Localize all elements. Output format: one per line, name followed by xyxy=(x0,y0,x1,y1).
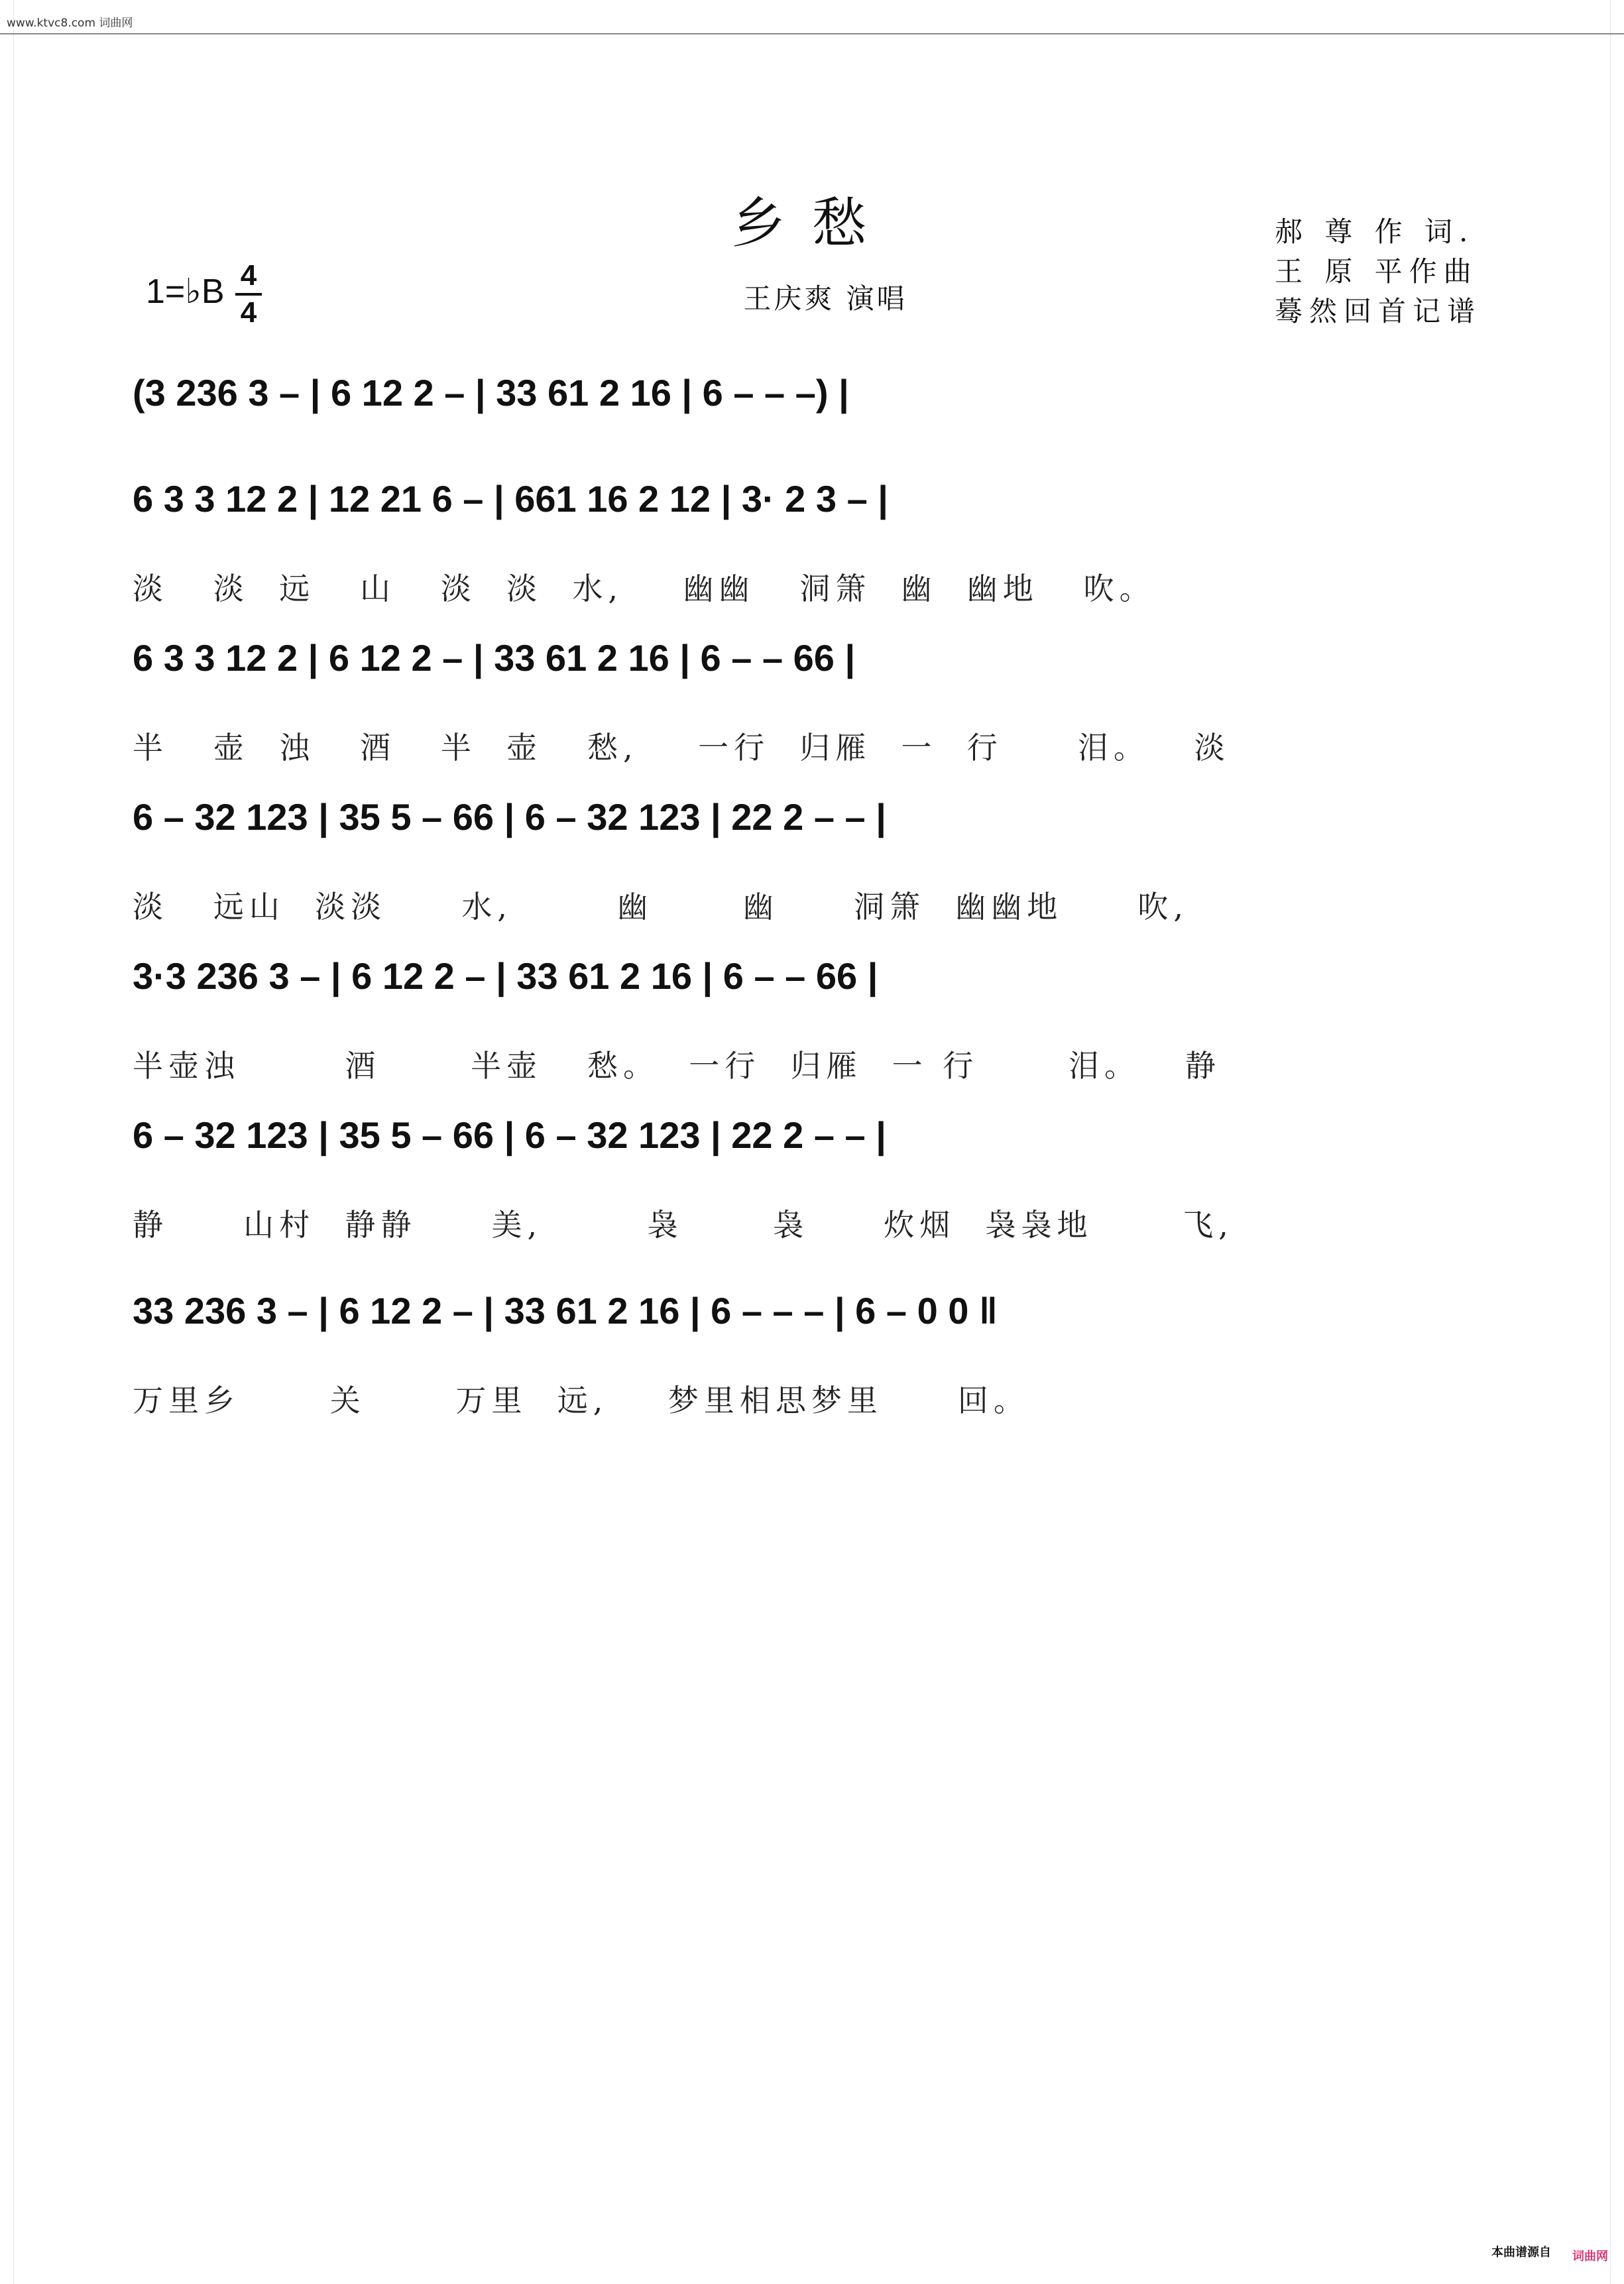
right-border xyxy=(1610,0,1624,2284)
meter-top: 4 xyxy=(240,259,257,292)
footer-logo: 词曲网 xyxy=(1572,2250,1608,2263)
meter-bottom: 4 xyxy=(240,296,257,329)
notes-line: 6 – 32 123 | 35 5 – 66 | 6 – 32 123 | 22 2 – – | xyxy=(133,796,886,838)
key-signature: 1=♭B xyxy=(146,272,225,311)
notes-line: 6 – 32 123 | 35 5 – 66 | 6 – 32 123 | 22 2 – – | xyxy=(133,1114,886,1156)
site-url: www.ktvc8.com 词曲网 xyxy=(7,17,133,30)
notes-line: (3 236 3 – | 6 12 2 – | 33 61 2 16 | 6 – – –) | xyxy=(133,372,849,414)
notes-line: 6 3 3 12 2 | 6 12 2 – | 33 61 2 16 | 6 – – 66 | xyxy=(133,637,856,679)
composer-credit: 王 原 平作曲 xyxy=(1274,255,1478,288)
notes-line: 3·3 236 3 – | 6 12 2 – | 33 61 2 16 | 6 – – 66 | xyxy=(133,955,878,997)
notes-line: 33 236 3 – | 6 12 2 – | 33 61 2 16 | 6 – – – | 6 – 0 0 ‖ xyxy=(133,1290,998,1332)
transcriber-credit: 蓦然回首记谱 xyxy=(1274,295,1481,327)
lyrics-line: 半 壶 浊 酒 半 壶 愁, 一行 归雁 一 行 泪。 淡 xyxy=(133,730,1230,766)
top-rule xyxy=(0,33,1624,34)
lyrics-line: 万里乡 关 万里 远, 梦里相思梦里 回。 xyxy=(133,1383,1029,1418)
lyrics-line: 静 山村 静静 美, 袅 袅 炊烟 袅袅地 飞, xyxy=(133,1207,1234,1243)
footer-source-text: 本曲谱源自 xyxy=(1491,2246,1551,2259)
lyrics-line: 淡 淡 远 山 淡 淡 水, 幽幽 洞箫 幽 幽地 吹。 xyxy=(133,571,1155,606)
lyrics-line: 淡 远山 淡淡 水, 幽 幽 洞箫 幽幽地 吹, xyxy=(133,889,1189,925)
lyricist-credit: 郝 尊 作 词. xyxy=(1274,215,1475,248)
lyrics-line: 半壶浊 酒 半壶 愁。 一行 归雁 一 行 泪。 静 xyxy=(133,1048,1221,1084)
singer: 王庆爽 演唱 xyxy=(743,282,907,315)
notes-line: 6 3 3 12 2 | 12 21 6 – | 661 16 2 12 | 3· 2 3 – | xyxy=(133,478,888,520)
song-title: 乡愁 xyxy=(730,192,893,255)
left-border xyxy=(0,0,14,2284)
